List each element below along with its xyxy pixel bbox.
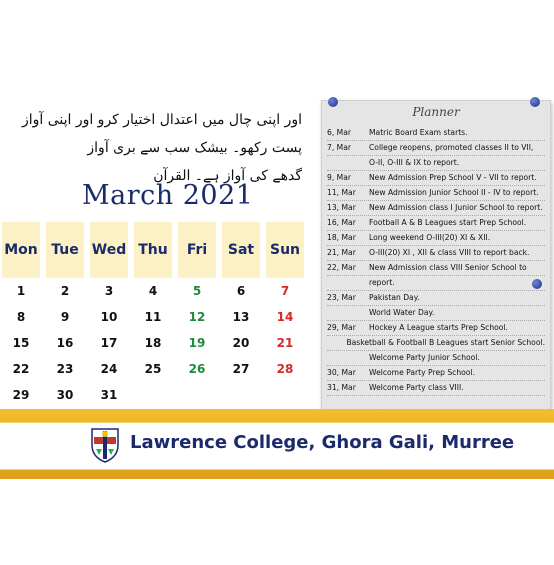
day-cell (222, 382, 260, 408)
planner-event: Welcome Party Prep School. (369, 368, 475, 377)
week-row-5 (2, 382, 310, 408)
college-name: Lawrence College, Ghora Gali, Murree (130, 432, 515, 453)
day-cell: 23 (56, 362, 74, 376)
planner-event: report. (369, 278, 395, 287)
planner-date (327, 351, 369, 365)
day-cell: 26 (188, 362, 206, 376)
weekday-sun: Sun (266, 222, 304, 278)
planner-row (327, 171, 545, 186)
planner-event: O-III(20) XI , XII & class VIII to report back. (369, 248, 530, 257)
planner-event: Welcome Party class VIII. (369, 383, 464, 392)
planner-date (327, 306, 369, 320)
planner-date: 22, Mar (327, 263, 356, 272)
planner-row (327, 366, 545, 381)
planner-event: New Admission class I Junior School to report. (369, 203, 543, 212)
day-cell: 18 (144, 336, 162, 350)
month-title: March 2021 (82, 180, 254, 211)
day-cell: 29 (12, 388, 30, 402)
planner-row (327, 231, 545, 246)
day-cell: 5 (192, 284, 202, 298)
planner-event: Pakistan Day. (369, 293, 420, 302)
day-cell: 25 (144, 362, 162, 376)
planner-date: 9, Mar (327, 173, 351, 182)
college-crest-icon (90, 425, 120, 463)
planner-date: 30, Mar (327, 368, 356, 377)
planner-date: 31, Mar (327, 383, 356, 392)
planner-event: New Admission class VIII Senior School to (369, 263, 527, 272)
planner-date (327, 396, 369, 410)
weekday-thu: Thu (134, 222, 172, 278)
planner-card (321, 100, 551, 424)
weekday-header (2, 222, 310, 278)
verse-line-1: اور اپنی چال میں اعتدال اختیار کرو اور اپنی آواز پست رکھو۔ بیشک سب سے بری آواز (21, 112, 302, 156)
day-cell: 8 (16, 310, 26, 324)
weekday-sat: Sat (222, 222, 260, 278)
verse-line-2: گدھے کی آواز ہے۔ القرآن (153, 168, 302, 184)
planner-event: College reopens, promoted classes II to VII, (369, 143, 534, 152)
day-cell: 2 (60, 284, 70, 298)
planner-row (327, 141, 545, 156)
day-cell: 15 (12, 336, 30, 350)
planner-event: Long weekend O-III(20) XI & XII. (369, 233, 491, 242)
planner-date (327, 156, 369, 170)
planner-date: 6, Mar (327, 128, 351, 137)
day-cell: 19 (188, 336, 206, 350)
weekday-tue: Tue (46, 222, 84, 278)
day-cell: 20 (232, 336, 250, 350)
day-cell: 7 (280, 284, 290, 298)
week-row-2 (2, 304, 310, 330)
planner-date: 11, Mar (327, 188, 356, 197)
day-cell: 31 (100, 388, 118, 402)
day-cell: 4 (148, 284, 158, 298)
planner-row (327, 306, 545, 321)
planner-event: Football A & B Leagues start Prep School. (369, 218, 527, 227)
week-row-3 (2, 330, 310, 356)
day-cell: 17 (100, 336, 118, 350)
day-cell: 27 (232, 362, 250, 376)
day-cell: 1 (16, 284, 26, 298)
day-cell: 12 (188, 310, 206, 324)
planner-event: New Admission Junior School II - IV to report. (369, 188, 539, 197)
planner-date: 7, Mar (327, 143, 351, 152)
planner-date (327, 336, 346, 350)
planner-row (327, 261, 545, 276)
day-cell (266, 382, 304, 408)
planner-event: Basketball & Football B Leagues start Senior School. (346, 338, 545, 347)
planner-list (327, 126, 545, 411)
planner-date: 23, Mar (327, 293, 356, 302)
planner-row (327, 351, 545, 366)
planner-event: O-II, O-III & IX to report. (369, 158, 460, 167)
planner-row (327, 381, 545, 396)
planner-row (327, 336, 545, 351)
day-cell: 21 (276, 336, 294, 350)
day-cell: 13 (232, 310, 250, 324)
planner-row (327, 276, 545, 291)
planner-row (327, 321, 545, 336)
planner-row (327, 126, 545, 141)
day-cell: 11 (144, 310, 162, 324)
planner-event: Matric Board Exam starts. (369, 128, 468, 137)
planner-event: Welcome Party Junior School. (369, 353, 480, 362)
week-row-4 (2, 356, 310, 382)
day-cell (178, 382, 216, 408)
day-cell: 30 (56, 388, 74, 402)
day-cell: 9 (60, 310, 70, 324)
day-cell: 3 (104, 284, 114, 298)
planner-row (327, 201, 545, 216)
day-cell (134, 382, 172, 408)
planner-date: 21, Mar (327, 248, 356, 257)
day-cell: 6 (236, 284, 246, 298)
planner-date: 18, Mar (327, 233, 356, 242)
planner-event (369, 396, 545, 410)
planner-date: 29, Mar (327, 323, 356, 332)
planner-event: Hockey A League starts Prep School. (369, 323, 508, 332)
planner-title: Planner (412, 105, 460, 119)
planner-row (327, 216, 545, 231)
quran-verse (2, 106, 302, 190)
planner-date: 16, Mar (327, 218, 356, 227)
planner-row (327, 246, 545, 261)
planner-row (327, 156, 545, 171)
day-cell: 22 (12, 362, 30, 376)
calendar-grid (2, 222, 310, 408)
day-cell: 16 (56, 336, 74, 350)
planner-event: World Water Day. (369, 308, 435, 317)
planner-event: New Admission Prep School V - VII to report. (369, 173, 537, 182)
day-cell: 24 (100, 362, 118, 376)
planner-row (327, 291, 545, 306)
planner-date: 13, Mar (327, 203, 356, 212)
weekday-mon: Mon (2, 222, 40, 278)
week-row-1 (2, 278, 310, 304)
planner-date (327, 276, 369, 290)
weekday-fri: Fri (178, 222, 216, 278)
planner-row (327, 186, 545, 201)
day-cell: 28 (276, 362, 294, 376)
weekday-wed: Wed (90, 222, 128, 278)
day-cell: 14 (276, 310, 294, 324)
day-cell: 10 (100, 310, 118, 324)
